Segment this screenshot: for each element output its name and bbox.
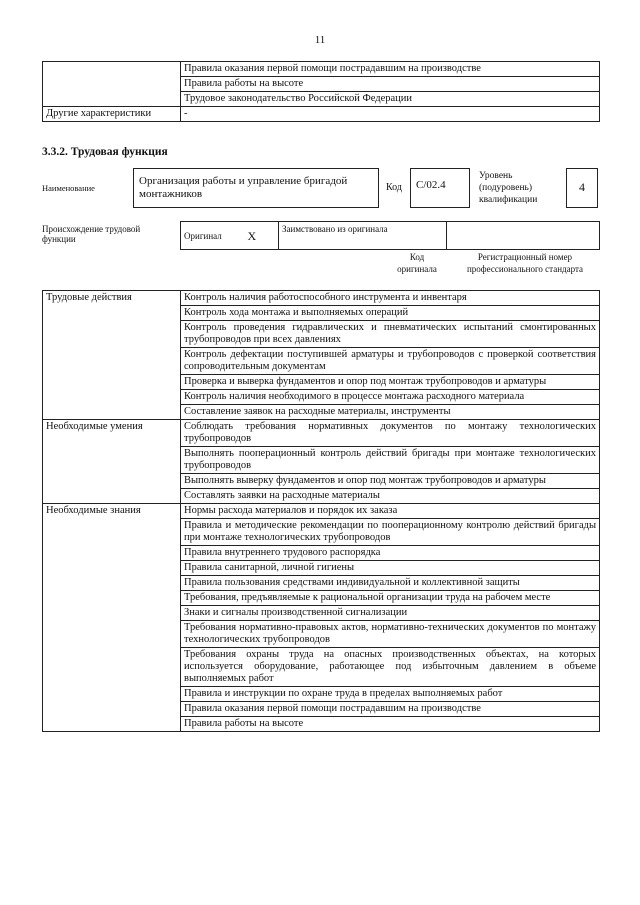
original-label: Оригинал — [181, 222, 245, 250]
other-characteristics-value: - — [181, 107, 600, 122]
other-characteristics-label: Другие характеристики — [43, 107, 181, 122]
table-row: Контроль проведения гидравлических и пневматических испытаний смонтированных трубопроводов при всех давлениях — [181, 321, 600, 348]
main-table — [42, 290, 600, 732]
code-caption: Код оригинала — [397, 252, 437, 274]
table-row: Составление заявок на расходные материалы, инструменты — [181, 405, 600, 420]
table-row: Контроль наличия работоспособного инструмента и инвентаря — [181, 291, 600, 306]
table-row: Требования, предъявляемые к рациональной организации труда на рабочем месте — [181, 591, 600, 606]
table-row: Соблюдать требования нормативных документов по монтажу технологических трубопроводов — [181, 420, 600, 447]
origin-empty-cell — [447, 222, 600, 250]
table-row: Правила и инструкции по охране труда в пределах выполняемых работ — [181, 687, 600, 702]
table-row: Контроль дефектации поступившей арматуры и трубопроводов с проверкой соответствия сопроводительным документам — [181, 348, 600, 375]
registration-caption: Регистрационный номер профессионального стандарта — [466, 252, 584, 274]
function-name-box: Организация работы и управление бригадой монтажников — [133, 168, 379, 208]
table-row: Правила пользования средствами индивидуальной и коллективной защиты — [181, 576, 600, 591]
table-row: Контроль наличия необходимого в процессе монтажа расходного материала — [181, 390, 600, 405]
table-row: Требования нормативно-правовых актов, нормативно-технических документов по монтажу технологических трубопроводов — [181, 621, 600, 648]
group-label: Трудовые действия — [43, 291, 181, 420]
top-table-empty-cell — [43, 62, 181, 107]
top-table-row: Правила оказания первой помощи пострадавшим на производстве — [181, 62, 600, 77]
table-row: Проверка и выверка фундаментов и опор под монтаж трубопроводов и арматуры — [181, 375, 600, 390]
table-row: Правила и методические рекомендации по пооперационному контролю действий бригады при монтаже технологических трубопроводов — [181, 519, 600, 546]
table-row: Знаки и сигналы производственной сигнализации — [181, 606, 600, 621]
table-row: Выполнять пооперационный контроль действий бригады при монтаже технологических трубопроводов — [181, 447, 600, 474]
page-number: 11 — [314, 34, 326, 46]
level-box: 4 — [566, 168, 598, 208]
group-label: Необходимые знания — [43, 504, 181, 732]
top-table — [42, 61, 600, 122]
table-row: Правила оказания первой помощи пострадавшим на производстве — [181, 702, 600, 717]
original-mark: X — [245, 222, 279, 250]
code-box: С/02.4 — [410, 168, 470, 208]
section-title: 3.3.2. Трудовая функция — [42, 146, 168, 158]
table-row: Выполнять выверку фундаментов и опор под монтаж трубопроводов и арматуры — [181, 474, 600, 489]
origin-table — [180, 221, 600, 250]
code-label: Код — [386, 182, 402, 193]
borrowed-label: Заимствовано из оригинала — [279, 222, 447, 250]
table-row: Контроль хода монтажа и выполняемых операций — [181, 306, 600, 321]
table-row: Правила внутреннего трудового распорядка — [181, 546, 600, 561]
top-table-row: Правила работы на высоте — [181, 77, 600, 92]
group-label: Необходимые умения — [43, 420, 181, 504]
origin-label: Происхождение трудовой функции — [42, 224, 141, 244]
table-row: Требования охраны труда на опасных производственных объектах, на которых используется оборудование, работающее под избыточным давлением в объеме выполняемых работ — [181, 648, 600, 687]
table-row: Составлять заявки на расходные материалы — [181, 489, 600, 504]
level-label: Уровень (подуровень) квалификации — [479, 171, 538, 205]
table-row: Правила санитарной, личной гигиены — [181, 561, 600, 576]
table-row: Правила работы на высоте — [181, 717, 600, 732]
table-row: Нормы расхода материалов и порядок их заказа — [181, 504, 600, 519]
top-table-row: Трудовое законодательство Российской Федерации — [181, 92, 600, 107]
name-label: Наименование — [42, 183, 95, 193]
